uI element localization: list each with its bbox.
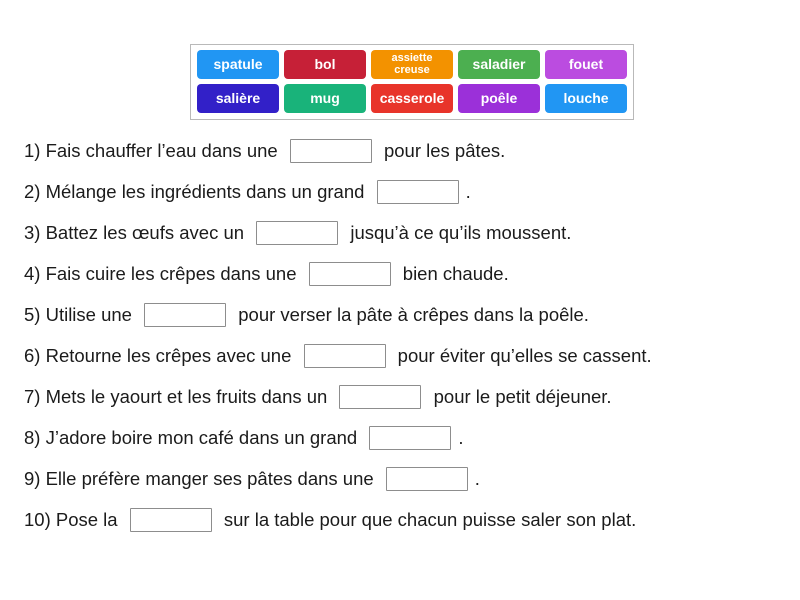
sentence-text-before: 7) Mets le yaourt et les fruits dans un [24, 385, 333, 407]
word-chip[interactable]: casserole [371, 84, 453, 113]
answer-blank[interactable] [369, 426, 451, 450]
sentence-text-after: . [458, 426, 464, 448]
sentence-text-before: 2) Mélange les ingrédients dans un grand [24, 180, 370, 202]
sentence-row [24, 499, 784, 540]
sentence-text-before: 4) Fais cuire les crêpes dans une [24, 262, 302, 284]
sentence-row [24, 253, 784, 294]
sentence-text-after: . [465, 180, 471, 202]
sentence-text-after: pour verser la pâte à crêpes dans la poêle. [233, 303, 589, 325]
word-chip[interactable]: mug [284, 84, 366, 113]
word-chip[interactable]: spatule [197, 50, 279, 79]
answer-blank[interactable] [256, 221, 338, 245]
word-bank-row-1 [197, 50, 627, 79]
sentence-text-after: pour le petit déjeuner. [428, 385, 612, 407]
answer-blank[interactable] [309, 262, 391, 286]
word-chip[interactable]: louche [545, 84, 627, 113]
answer-blank[interactable] [144, 303, 226, 327]
sentence-text-after: jusqu’à ce qu’ils moussent. [345, 221, 572, 243]
sentence-row [24, 130, 784, 171]
word-bank [190, 44, 634, 120]
word-chip[interactable]: fouet [545, 50, 627, 79]
sentence-row [24, 458, 784, 499]
word-chip[interactable]: salière [197, 84, 279, 113]
sentence-row [24, 171, 784, 212]
word-chip[interactable]: poêle [458, 84, 540, 113]
sentence-text-before: 6) Retourne les crêpes avec une [24, 344, 297, 366]
answer-blank[interactable] [130, 508, 212, 532]
sentence-text-before: 3) Battez les œufs avec un [24, 221, 250, 243]
answer-blank[interactable] [304, 344, 386, 368]
sentence-row [24, 376, 784, 417]
answer-blank[interactable] [377, 180, 459, 204]
word-chip[interactable]: saladier [458, 50, 540, 79]
sentence-text-after: pour éviter qu’elles se cassent. [392, 344, 652, 366]
sentence-row [24, 294, 784, 335]
answer-blank[interactable] [386, 467, 468, 491]
sentence-list [24, 130, 784, 540]
word-chip[interactable]: bol [284, 50, 366, 79]
sentence-text-after: sur la table pour que chacun puisse saler son plat. [218, 508, 637, 530]
sentence-text-after: bien chaude. [397, 262, 509, 284]
sentence-text-before: 1) Fais chauffer l’eau dans une [24, 139, 283, 161]
sentence-text-after: pour les pâtes. [378, 139, 506, 161]
sentence-text-before: 9) Elle préfère manger ses pâtes dans une [24, 467, 379, 489]
sentence-text-before: 5) Utilise une [24, 303, 138, 325]
sentence-row [24, 417, 784, 458]
sentence-row [24, 335, 784, 376]
sentence-row [24, 212, 784, 253]
sentence-text-before: 8) J’adore boire mon café dans un grand [24, 426, 363, 448]
sentence-text-after: . [474, 467, 480, 489]
word-bank-row-2 [197, 84, 627, 113]
answer-blank[interactable] [339, 385, 421, 409]
word-chip[interactable]: assiette creuse [371, 50, 453, 79]
sentence-text-before: 10) Pose la [24, 508, 123, 530]
answer-blank[interactable] [290, 139, 372, 163]
